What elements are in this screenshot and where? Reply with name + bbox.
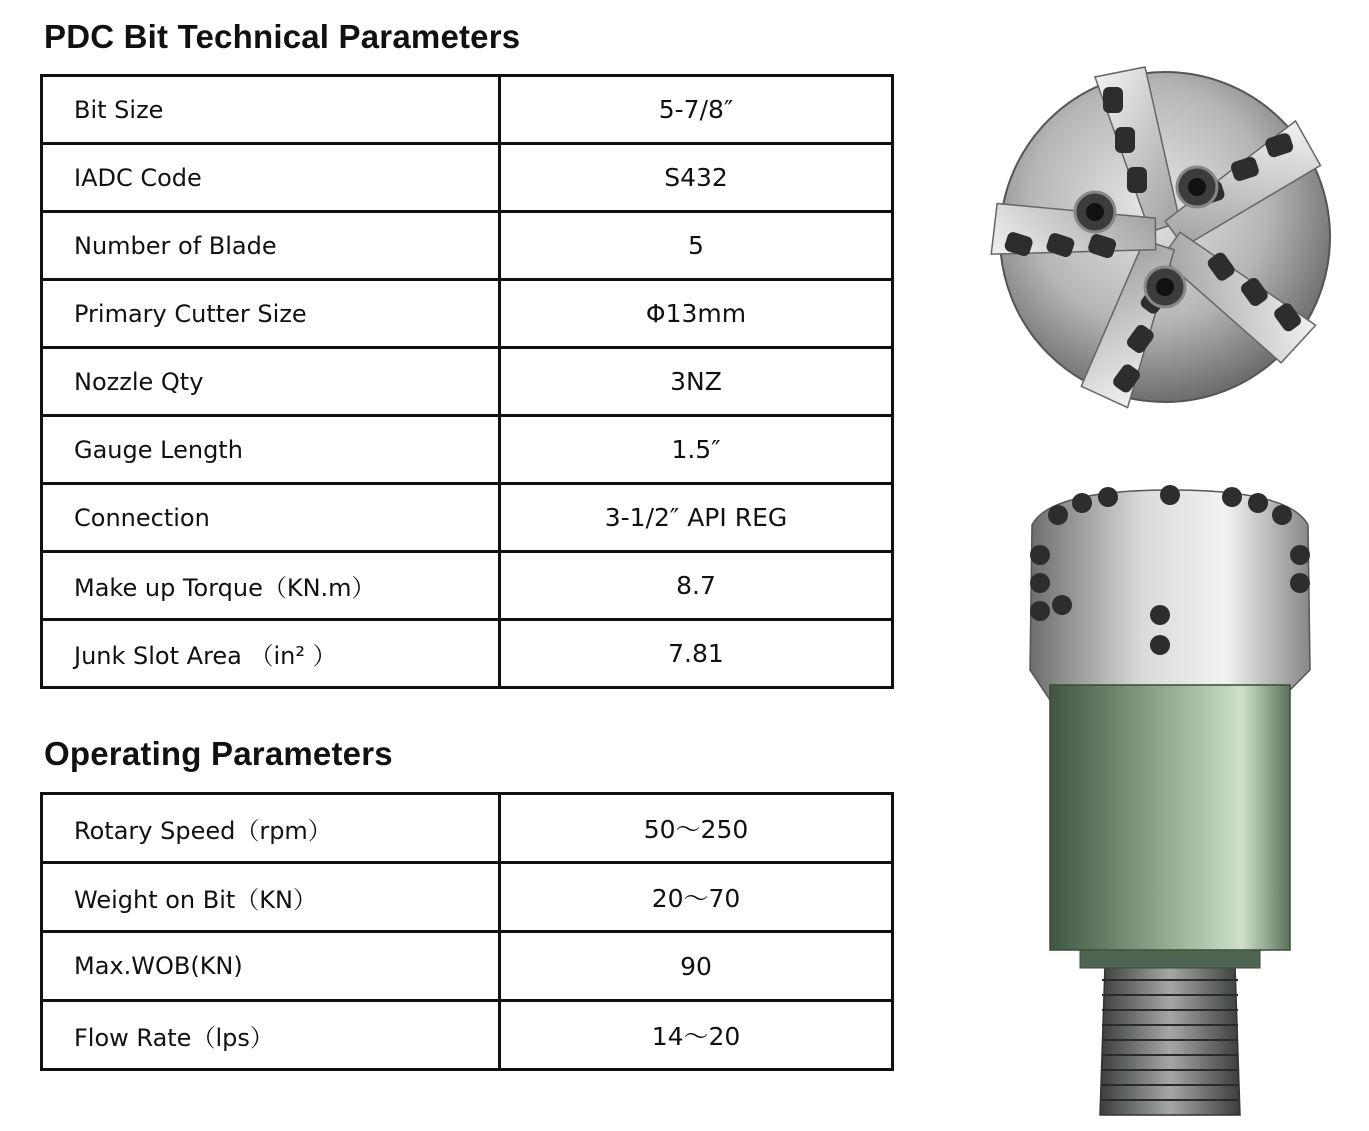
param-label: Rotary Speed（rpm） [42, 794, 500, 863]
param-value: 1.5″ [500, 416, 893, 484]
param-value: 14～20 [500, 1001, 893, 1070]
table-row [42, 348, 893, 416]
param-label: Weight on Bit（KN） [42, 863, 500, 932]
param-label: Junk Slot Area （in² ） [42, 620, 500, 688]
technical-parameters-table [40, 74, 894, 689]
param-value: 90 [500, 932, 893, 1001]
param-label: IADC Code [42, 144, 500, 212]
table-row [42, 76, 893, 144]
pdc-bit-top-view-image [975, 42, 1355, 422]
param-value: 5-7/8″ [500, 76, 893, 144]
param-value: Φ13mm [500, 280, 893, 348]
pdc-bit-side-view-image [1010, 485, 1330, 1125]
table-row [42, 552, 893, 620]
param-label: Bit Size [42, 76, 500, 144]
param-value: 3-1/2″ API REG [500, 484, 893, 552]
param-label: Connection [42, 484, 500, 552]
table-row [42, 794, 893, 863]
table-row [42, 212, 893, 280]
param-value: 5 [500, 212, 893, 280]
table-row [42, 280, 893, 348]
table-row [42, 863, 893, 932]
param-label: Number of Blade [42, 212, 500, 280]
param-label: Nozzle Qty [42, 348, 500, 416]
table-row [42, 144, 893, 212]
param-label: Max.WOB(KN) [42, 932, 500, 1001]
param-value: 20～70 [500, 863, 893, 932]
technical-parameters-title: PDC Bit Technical Parameters [44, 18, 521, 55]
param-label: Flow Rate（lps） [42, 1001, 500, 1070]
param-label: Make up Torque（KN.m） [42, 552, 500, 620]
table-row [42, 932, 893, 1001]
param-value: 50～250 [500, 794, 893, 863]
param-value: 8.7 [500, 552, 893, 620]
param-value: 3NZ [500, 348, 893, 416]
operating-parameters-table [40, 792, 894, 1071]
table-row [42, 484, 893, 552]
table-row [42, 620, 893, 688]
param-label: Primary Cutter Size [42, 280, 500, 348]
operating-parameters-title: Operating Parameters [44, 735, 393, 772]
param-label: Gauge Length [42, 416, 500, 484]
param-value: S432 [500, 144, 893, 212]
table-row [42, 416, 893, 484]
param-value: 7.81 [500, 620, 893, 688]
table-row [42, 1001, 893, 1070]
